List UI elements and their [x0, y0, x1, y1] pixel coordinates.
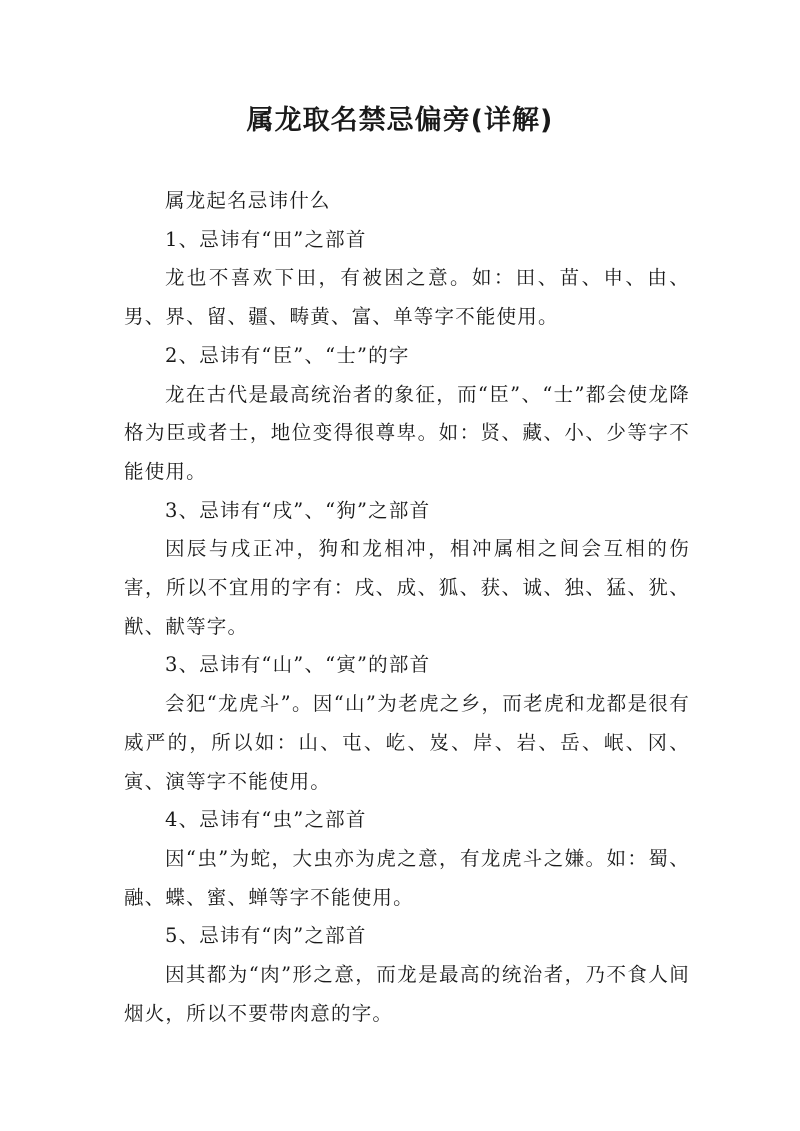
section-heading: 5、忌讳有“肉”之部首 — [165, 924, 367, 948]
document-title: 属龙取名禁忌偏旁(详解) — [246, 105, 554, 136]
section-heading: 2、忌讳有“臣”、“士”的字 — [165, 343, 410, 367]
section-heading: 1、忌讳有“田”之部首 — [165, 227, 367, 251]
paragraph: 会犯“龙虎斗”。因“山”为老虎之乡，而老虎和龙都是很有威严的，所以如：山、屯、屹、岌、岸、岩、岳、岷、冈、寅、演等字不能使用。 — [124, 692, 690, 793]
section-heading: 3、忌讳有“山”、“寅”的部首 — [165, 653, 431, 677]
paragraph: 因辰与戌正冲，狗和龙相冲，相冲属相之间会互相的伤害，所以不宜用的字有：戌、成、狐、获、诚、独、猛、犹、猷、献等字。 — [124, 537, 690, 638]
section-heading: 4、忌讳有“虫”之部首 — [165, 808, 367, 832]
paragraph: 龙在古代是最高统治者的象征，而“臣”、“士”都会使龙降格为臣或者士，地位变得很尊卑。如：贤、藏、小、少等字不能使用。 — [124, 382, 690, 483]
paragraph: 因其都为“肉”形之意，而龙是最高的统治者，乃不食人间烟火，所以不要带肉意的字。 — [124, 963, 690, 1025]
document-body — [124, 182, 690, 1033]
section-heading: 3、忌讳有“戌”、“狗”之部首 — [165, 498, 431, 522]
paragraph: 龙也不喜欢下田，有被困之意。如：田、苗、申、由、男、界、留、疆、畴黄、富、单等字不能使用。 — [124, 266, 690, 329]
intro-heading: 属龙起名忌讳什么 — [165, 189, 331, 212]
paragraph: 因“虫”为蛇，大虫亦为虎之意，有龙虎斗之嫌。如：蜀、融、蝶、蜜、蝉等字不能使用。 — [124, 846, 690, 909]
